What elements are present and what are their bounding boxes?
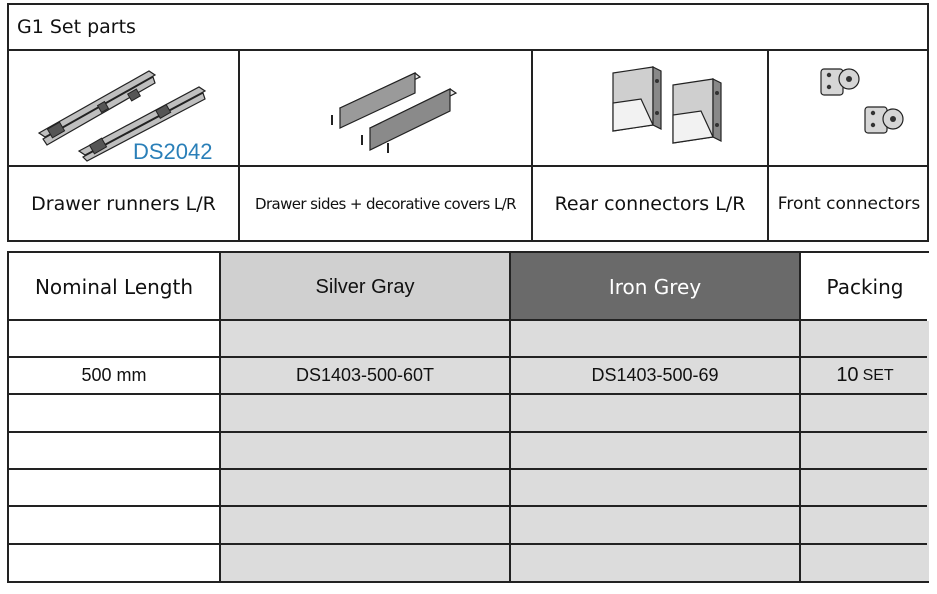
iron-grey-code-cell: DS1403-500-69 [591,365,719,385]
divider [9,393,927,395]
drawer-runners-label: Drawer runners L/R [31,192,216,215]
divider [9,505,927,507]
rear-connectors-label: Rear connectors L/R [554,192,746,215]
divider [9,319,927,321]
divider [219,253,221,581]
divider [9,543,927,545]
packing-cell [801,358,929,393]
product-table [7,251,929,583]
header-silver-gray: Silver Gray [221,253,509,321]
rear-connectors-image [533,53,767,165]
header-iron-grey: Iron Grey [511,253,799,321]
header-nominal-length: Nominal Length [34,275,194,299]
silver-gray-code-cell: DS1403-500-60T [295,365,435,385]
divider [9,468,927,470]
divider [9,431,927,433]
drawer-sides-label: Drawer sides + decorative covers L/R [255,194,516,213]
front-connectors-label: Front connectors [777,193,921,214]
ds2042-badge: DS2042 [133,139,213,164]
packing-unit: SET [862,366,894,384]
divider [799,253,801,581]
set-parts-title: G1 Set parts [9,5,927,51]
drawer-runners-image [9,53,238,165]
front-connectors-image [769,53,929,165]
divider [509,253,511,581]
header-packing: Packing [801,253,929,321]
set-parts-table [7,3,929,242]
nominal-length-cell: 500 mm [81,365,147,385]
packing-qty: 10 [836,364,859,386]
drawer-sides-image [240,53,531,165]
